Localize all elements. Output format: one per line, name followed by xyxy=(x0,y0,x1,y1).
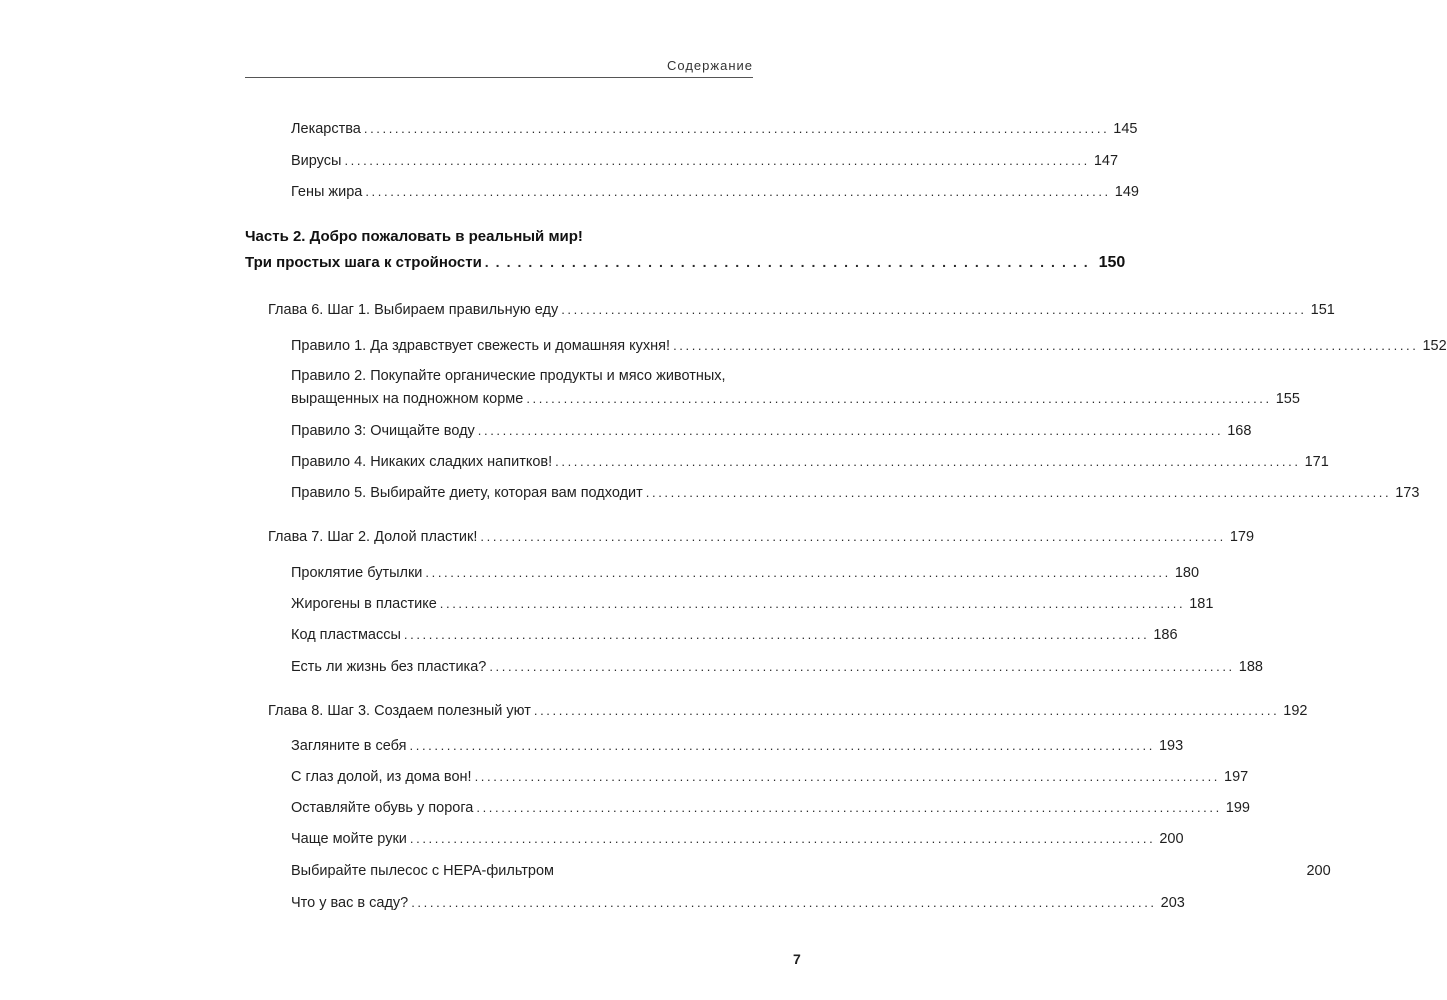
toc-entry xyxy=(291,863,1331,879)
entry-title: Код пластмассы xyxy=(291,627,401,643)
entry-title: Глава 8. Шаг 3. Создаем полезный уют xyxy=(268,703,531,719)
toc-entry xyxy=(291,565,1200,581)
entry-page: 181 xyxy=(1189,596,1214,612)
toc-entry xyxy=(291,895,1185,911)
entry-page: 147 xyxy=(1093,153,1119,169)
dot-leader: ........................................................................................................................ xyxy=(477,423,1224,438)
dot-leader: ........................................................................................................................ xyxy=(344,153,1090,168)
entry-page: 188 xyxy=(1238,659,1263,675)
entry-page: 171 xyxy=(1304,454,1329,470)
entry-page: 150 xyxy=(1098,254,1126,271)
toc-entry xyxy=(291,338,1447,354)
dot-leader: ........................................................................................................................ xyxy=(526,391,1272,406)
entry-page: 149 xyxy=(1114,184,1139,200)
dot-leader: ........................................................................................................................ xyxy=(673,338,1419,353)
dot-leader: ........................................................ xyxy=(484,254,1095,270)
toc-entry xyxy=(291,627,1178,643)
entry-title: Есть ли жизнь без пластика? xyxy=(291,659,487,675)
dot-leader: ........................................................................................................................ xyxy=(561,302,1307,317)
entry-page: 173 xyxy=(1395,485,1420,501)
dot-leader: ........................................................................................................................ xyxy=(489,659,1235,674)
chapter-entry xyxy=(268,529,1255,545)
entry-title: Что у вас в саду? xyxy=(291,895,409,911)
toc-entry xyxy=(291,831,1184,847)
toc-entry xyxy=(291,121,1138,137)
toc-entry xyxy=(291,596,1214,612)
dot-leader: ........................................................................................................................ xyxy=(480,529,1226,544)
toc-entry xyxy=(291,454,1329,470)
part-heading: Часть 2. Добро пожаловать в реальный мир! xyxy=(245,228,583,245)
running-head: Содержание xyxy=(667,58,753,73)
dot-leader: ........................................................................................................................ xyxy=(555,454,1301,469)
dot-leader: ........................................................................................................................ xyxy=(363,121,1110,136)
page-number: 7 xyxy=(793,951,801,967)
dot-leader: ........................................................................................................................ xyxy=(365,184,1111,199)
entry-title: Проклятие бутылки xyxy=(291,565,423,581)
entry-page: 151 xyxy=(1310,302,1335,318)
entry-title: Загляните в себя xyxy=(291,738,407,754)
entry-title: Правило 1. Да здравствует свежесть и домашняя кухня! xyxy=(291,338,671,354)
entry-title: Правило 2. Покупайте органические продукты и мясо животных, xyxy=(291,368,726,384)
dot-leader: ........................................................................................................................ xyxy=(403,627,1150,642)
toc-entry xyxy=(291,153,1119,169)
entry-page: 192 xyxy=(1283,703,1308,719)
toc-entry xyxy=(291,485,1420,501)
entry-page: 152 xyxy=(1422,338,1447,354)
part-heading-line xyxy=(245,254,1126,272)
toc-entry xyxy=(291,738,1184,754)
entry-title: Лекарства xyxy=(291,121,361,137)
entry-page: 168 xyxy=(1227,423,1252,439)
entry-title: Правило 4. Никаких сладких напитков! xyxy=(291,454,553,470)
entry-title: Выбирайте пылесос с HEPA-фильтром xyxy=(291,863,555,879)
entry-title: Глава 6. Шаг 1. Выбираем правильную еду xyxy=(268,302,559,318)
chapter-entry xyxy=(268,703,1308,719)
toc-entry xyxy=(291,659,1263,675)
toc-entry xyxy=(291,769,1249,785)
entry-title: Три простых шага к стройности xyxy=(245,254,482,271)
entry-title: Вирусы xyxy=(291,153,342,169)
entry-page: 200 xyxy=(1159,831,1184,847)
dot-leader: ........................................................................................................................ xyxy=(409,831,1156,846)
toc-entry xyxy=(291,184,1139,200)
toc-entry xyxy=(291,800,1250,816)
toc-entry xyxy=(291,423,1252,439)
entry-page: 180 xyxy=(1174,565,1200,581)
entry-title: Гены жира xyxy=(291,184,363,200)
entry-page: 155 xyxy=(1275,391,1300,407)
entry-page: 179 xyxy=(1229,529,1255,545)
entry-title: Глава 7. Шаг 2. Долой пластик! xyxy=(268,529,478,545)
entry-page: 200 xyxy=(1306,863,1331,879)
entry-title: Жирогены в пластике xyxy=(291,596,437,612)
entry-page: 193 xyxy=(1158,738,1184,754)
entry-title: выращенных на подножном корме xyxy=(291,391,524,407)
entry-page: 197 xyxy=(1224,769,1249,785)
dot-leader: ........................................................................................................................ xyxy=(533,703,1280,718)
dot-leader: ........................................................................................................................ xyxy=(411,895,1157,910)
entry-page: 186 xyxy=(1153,627,1178,643)
dot-leader: ........................................................................................................................ xyxy=(439,596,1186,611)
dot-leader: ........................................................................................................................ xyxy=(425,565,1171,580)
header-rule xyxy=(245,77,753,78)
dot-leader: ........................................................................................................................ xyxy=(409,738,1155,753)
entry-title: Правило 3: Очищайте воду xyxy=(291,423,475,439)
entry-title: Чаще мойте руки xyxy=(291,831,407,847)
entry-title: Правило 5. Выбирайте диету, которая вам подходит xyxy=(291,485,643,501)
dot-leader: ........................................................................................................................ xyxy=(476,800,1222,815)
dot-leader: ........................................................................................................................ xyxy=(645,485,1392,500)
entry-title: С глаз долой, из дома вон! xyxy=(291,769,472,785)
entry-page: 145 xyxy=(1113,121,1138,137)
entry-page: 199 xyxy=(1225,800,1250,816)
chapter-entry xyxy=(268,302,1335,318)
toc-entry xyxy=(291,391,1300,407)
entry-title: Оставляйте обувь у порога xyxy=(291,800,474,816)
entry-page: 203 xyxy=(1160,895,1185,911)
dot-leader: ........................................................................................................................ xyxy=(474,769,1220,784)
